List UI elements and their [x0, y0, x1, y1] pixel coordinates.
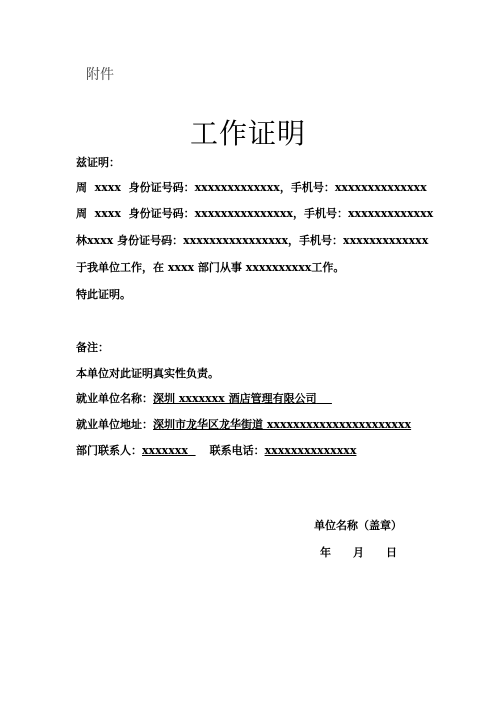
attachment-label: 附件 — [86, 67, 114, 83]
person-surname: 林 — [76, 234, 87, 247]
department: xxxx — [167, 261, 195, 274]
phone-label: 手机号： — [303, 207, 348, 220]
person-surname: 周 — [76, 181, 87, 194]
employer-address-line — [76, 418, 411, 432]
date-line — [320, 546, 397, 560]
work-sentence — [76, 261, 344, 275]
document-title: 工作证明 — [189, 117, 306, 150]
separator: ， — [288, 234, 300, 247]
phone-number: xxxxxxxxxxxxxx — [334, 181, 427, 194]
date-year: 年 — [320, 546, 331, 559]
job-title: xxxxxxxxxx — [245, 261, 312, 274]
employer-address-label: 就业单位地址： — [76, 418, 153, 431]
person-surname: 周 — [76, 207, 87, 220]
contact-phone: xxxxxxxxxxxxxx — [264, 444, 357, 457]
date-month: 月 — [353, 546, 364, 559]
person-line — [76, 234, 428, 248]
employer-address: 深圳市龙华区龙华街道 xxxxxxxxxxxxxxxxxxxxxx — [153, 418, 412, 431]
work-mid: 部门从事 — [197, 261, 242, 274]
id-label: 身份证号码： — [117, 234, 184, 247]
person-name: xxxx — [94, 207, 121, 220]
phone-label: 手机号： — [299, 234, 344, 247]
person-name: xxxx — [87, 234, 114, 247]
person-line — [76, 181, 427, 195]
work-prefix: 于我单位工作，在 — [76, 261, 164, 274]
contact-label: 部门联系人： — [76, 444, 142, 457]
person-line — [76, 207, 433, 221]
employer-name-line — [76, 392, 332, 406]
seal-label: 单位名称（盖章） — [314, 519, 402, 532]
contact-name: xxxxxxx — [142, 444, 188, 457]
id-number: xxxxxxxxxxxxxxx — [194, 207, 293, 220]
responsibility-text: 本单位对此证明真实性负责。 — [76, 367, 219, 380]
work-suffix: 工作。 — [311, 261, 345, 274]
date-day: 日 — [386, 546, 397, 559]
employer-name-label: 就业单位名称： — [76, 392, 153, 405]
separator: ， — [292, 207, 304, 220]
employer-name: 深圳 xxxxxxx 酒店管理有限公司 — [153, 392, 317, 405]
remarks-label: 备注： — [76, 341, 109, 354]
contact-line — [76, 444, 356, 458]
contact-phone-label: 联系电话： — [209, 444, 265, 457]
id-number: xxxxxxxxxxxxxxxx — [183, 234, 289, 247]
separator: ， — [279, 181, 291, 194]
person-name: xxxx — [94, 181, 121, 194]
phone-label: 手机号： — [290, 181, 335, 194]
intro-text: 兹证明： — [76, 156, 120, 169]
id-number: xxxxxxxxxxxxx — [194, 181, 280, 194]
id-label: 身份证号码： — [128, 181, 195, 194]
id-label: 身份证号码： — [128, 207, 195, 220]
phone-number: xxxxxxxxxxxxx — [347, 207, 434, 220]
phone-number: xxxxxxxxxxxxx — [343, 234, 429, 247]
hereby-text: 特此证明。 — [76, 288, 131, 301]
